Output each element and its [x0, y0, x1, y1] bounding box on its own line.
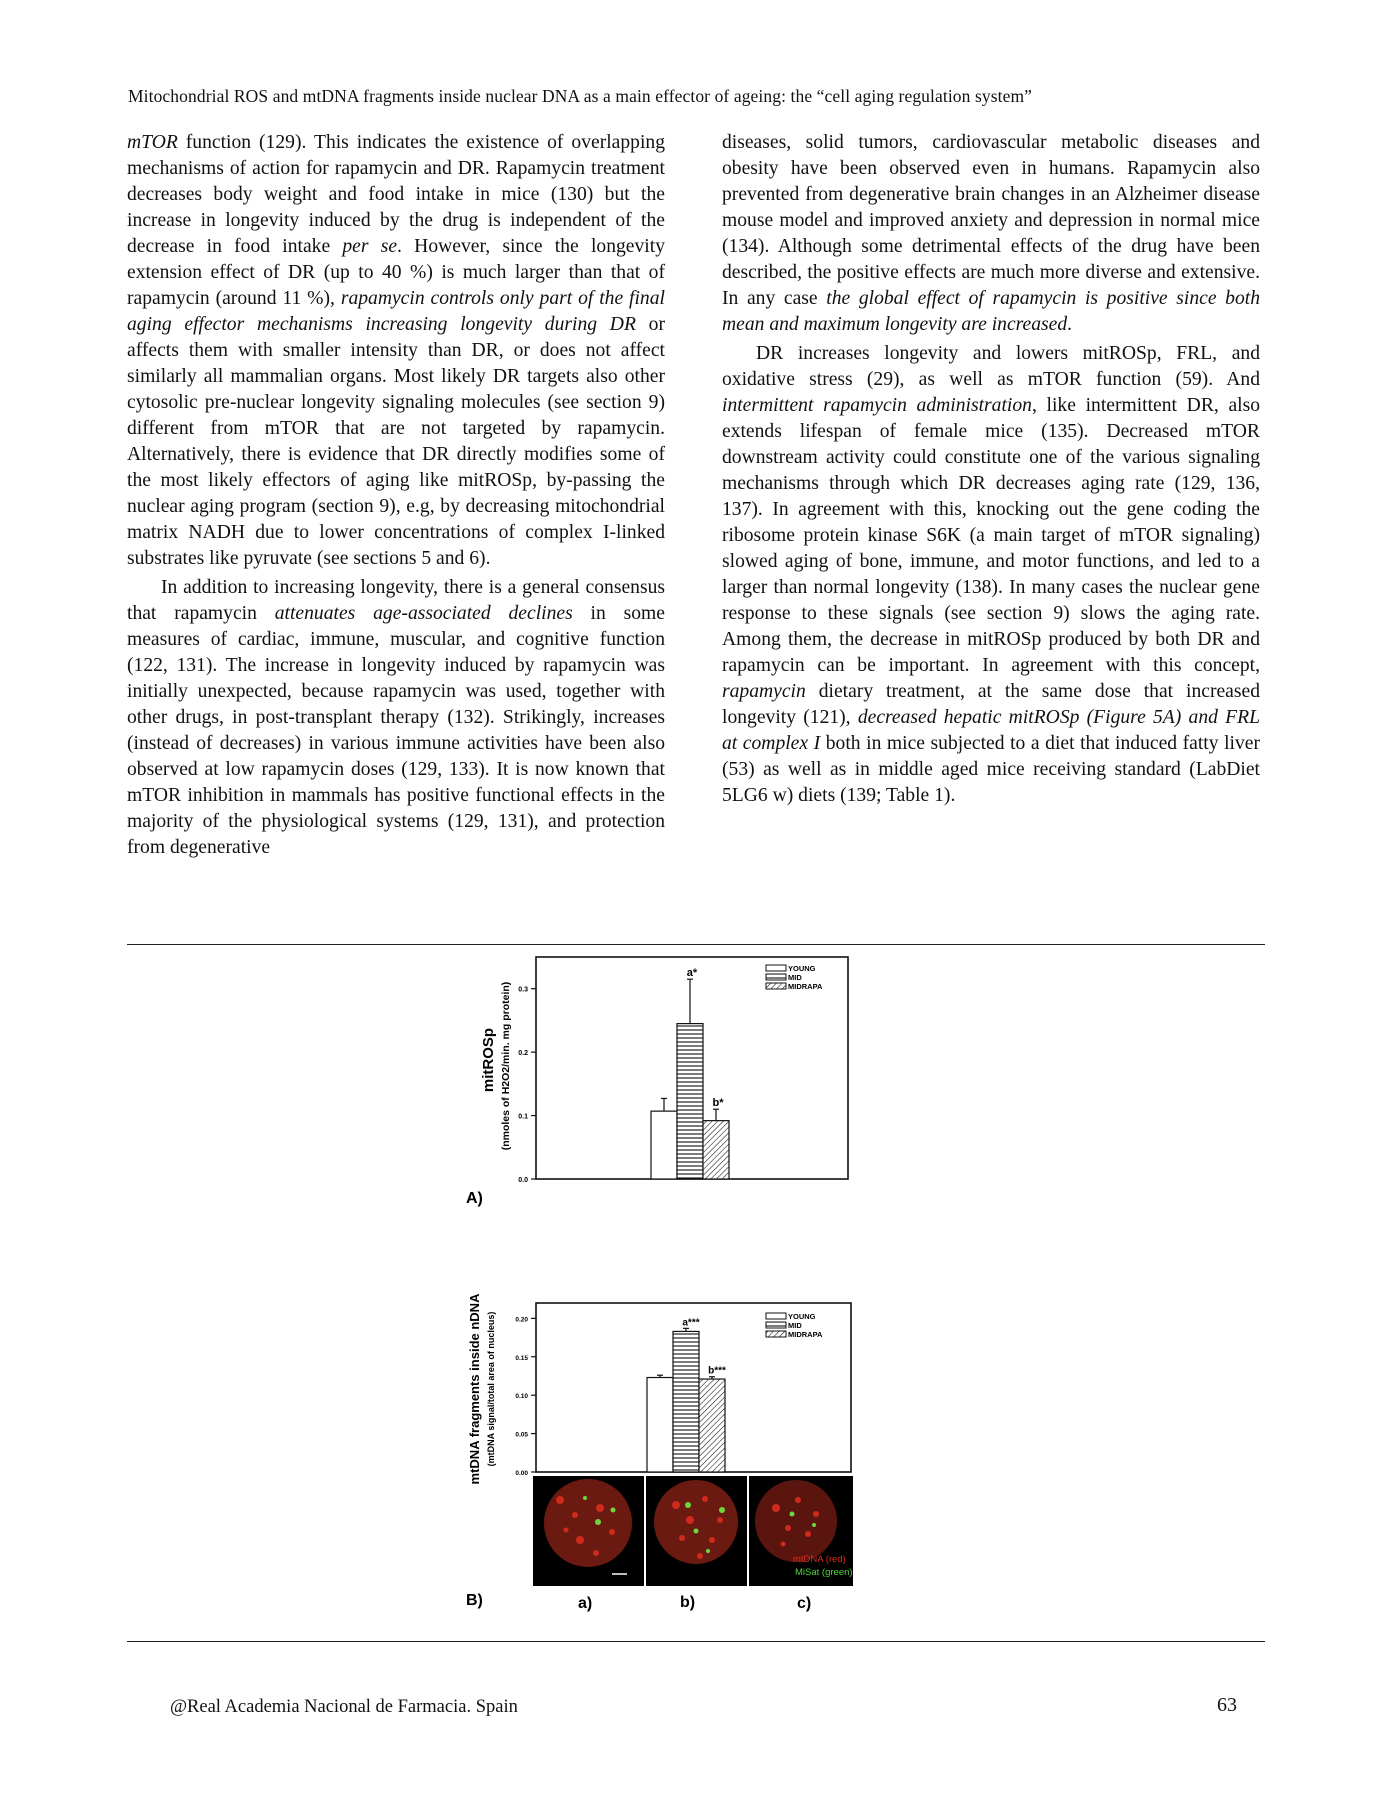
mtdna-spot [596, 1504, 604, 1512]
misat-spot [595, 1519, 601, 1525]
panel-b-label: B) [466, 1592, 483, 1609]
y-tick-label: 0.15 [515, 1354, 528, 1362]
panel-a-ylabel: mitROSp [480, 1027, 497, 1093]
legend-label: YOUNG [788, 964, 816, 973]
panel-a-ylabel-sub: (nmoles of H2O2/min. mg protein) [500, 981, 512, 1151]
legend-swatch [766, 1322, 786, 1328]
mtdna-spot [813, 1511, 819, 1517]
y-tick-label: 0.0 [518, 1177, 528, 1184]
body-text: dietary treatment, at the same dose that increased longevity (121), [722, 681, 1260, 728]
legend-label: MIDRAPA [788, 1330, 823, 1339]
y-tick-label: 0.20 [515, 1316, 528, 1324]
mtdna-spot [609, 1529, 615, 1535]
mtdna-spot [805, 1531, 811, 1537]
bar-young [647, 1378, 673, 1472]
italic-text: the global effect of rapamycin is positive since both mean and maximum longevity are increased [722, 288, 1260, 335]
mtdna-spot [795, 1497, 801, 1503]
micrographs [533, 1476, 853, 1612]
y-tick-label: 0.05 [515, 1431, 528, 1439]
y-tick-label: 0.10 [515, 1393, 528, 1401]
micrograph-caption-red: mtDNA (red) [793, 1554, 846, 1565]
mtdna-spot [781, 1542, 786, 1547]
misat-spot [583, 1496, 587, 1500]
body-text: or affects them with smaller intensity than DR, or does not affect similarly all mammalian organs. Most likely DR targets also other cytosolic pre-nuclear longevity signaling molecules (see section 9) different from mTOR that are not targeted by rapamycin. Alternatively, there is evidence that DR directly modifies some of the most likely effectors of aging like mitROSp, by-passing the nuclear aging program (section 9), e.g, by decreasing mitochondrial matrix NADH due to lower concentrations of complex I-linked substrates like pyruvate (see sections 5 and 6). [127, 314, 665, 569]
mtdna-spot [785, 1525, 791, 1531]
y-tick-label: 0.3 [518, 986, 528, 994]
misat-spot [812, 1523, 816, 1527]
body-text: , like intermittent DR, also extends lifespan of female mice (135). Decreased mTOR downstream activity could constitute one of the various signaling mechanisms through which DR decreases aging rate (129, 136, 137). In agreement with this, knocking out the gene coding the ribosome protein kinase S6K (a main target of mTOR signaling) slowed aging of bone, immune, and motor functions, and led to a larger than normal longevity (138). In many cases the nuclear gene response to these signals (see section 9) slows the aging rate. Among them, the decrease in mitROSp produced by both DR and rapamycin can be important. In agreement with this concept, [722, 395, 1261, 676]
y-tick-label: 0.00 [515, 1470, 528, 1477]
nucleus-c [755, 1480, 837, 1562]
micrograph-label-b: b) [680, 1594, 696, 1611]
micrograph-label-a: a) [578, 1595, 593, 1612]
legend-label: MID [788, 1321, 802, 1330]
body-text: . However, since the longevity extension effect of DR (up to 40 %) is much larger than that of rapamycin (around 11 %), [127, 236, 665, 309]
y-tick-label: 0.2 [518, 1050, 528, 1058]
legend-swatch [766, 965, 786, 971]
body-text: function (129). This indicates the existence of overlapping mechanisms of action for rapamycin and DR. Rapamycin treatment decreases body weight and food intake in mice (130) but the increase in longevity induced by the drug is independent of the decrease in food intake [127, 132, 665, 257]
misat-spot [685, 1502, 691, 1508]
nucleus-b [654, 1480, 738, 1564]
misat-spot [719, 1507, 725, 1513]
italic-text: rapamycin controls only part of the final aging effector mechanisms increasing longevity during DR [127, 288, 665, 335]
legend-swatch [766, 1313, 786, 1319]
mtdna-spot [717, 1517, 723, 1523]
body-text: . [1067, 314, 1073, 335]
y-tick-label: 0.1 [518, 1113, 528, 1121]
body-text: diseases, solid tumors, cardiovascular metabolic diseases and obesity have been observed even in humans. Rapamycin also prevented from degenerative brain changes in an Alzheimer disease mouse model and improved anxiety and depression in normal mice (134). Although some detrimental effects of the drug have been described, the positive effects are much more diverse and extensive. In any case [722, 132, 1260, 309]
body-text: In addition to increasing longevity, there is a general consensus that rapamycin [127, 577, 665, 624]
legend-swatch [766, 1331, 786, 1337]
mtdna-spot [709, 1537, 715, 1543]
bar-mid [677, 1024, 703, 1179]
bar-mid [673, 1331, 699, 1472]
italic-text: rapamycin [722, 681, 806, 702]
italic-text: attenuates age-associated declines [274, 603, 573, 624]
mtdna-spot [679, 1535, 685, 1541]
mtdna-spot [556, 1496, 564, 1504]
misat-spot [706, 1549, 710, 1553]
body-text: in some measures of cardiac, immune, muscular, and cognitive function (122, 131). The increase in longevity induced by rapamycin was initially unexpected, because rapamycin was used, together with other drugs, in post-transplant therapy (132). Strikingly, increases (instead of decreases) in various immune activities have been also observed at low rapamycin doses (129, 133). It is now known that mTOR inhibition in mammals has positive functional effects in the majority of the physiological systems (129, 131), and protection from degenerative [127, 603, 665, 858]
misat-spot [611, 1508, 616, 1513]
mtdna-spot [686, 1516, 694, 1524]
significance-annotation: a* [686, 967, 698, 980]
mtdna-spot [564, 1528, 569, 1533]
legend-label: MIDRAPA [788, 982, 823, 991]
bar-midrapa [703, 1121, 729, 1179]
significance-annotation: a*** [682, 1317, 700, 1329]
legend-swatch [766, 974, 786, 980]
figure-bottom-rule [127, 1641, 1265, 1642]
misat-spot [790, 1512, 795, 1517]
body-text: both in mice subjected to a diet that induced fatty liver (53) as well as in middle aged mice receiving standard (LabDiet 5LG6 w) diets (139; Table 1). [722, 733, 1260, 806]
panel-b-ylabel: mtDNA fragments inside nDNA [467, 1293, 482, 1485]
italic-text: decreased hepatic mitROSp (Figure 5A) and FRL at complex I [722, 707, 1260, 754]
legend-label: YOUNG [788, 1312, 816, 1321]
mtdna-spot [572, 1512, 578, 1518]
footer-publisher: @Real Academia Nacional de Farmacia. Spain [170, 1697, 518, 1717]
misat-spot [694, 1529, 699, 1534]
panel-a-chart [466, 957, 848, 1207]
mtdna-spot [672, 1501, 680, 1509]
mtdna-spot [593, 1550, 599, 1556]
bar-midrapa [699, 1379, 725, 1472]
legend-swatch [766, 983, 786, 989]
micrograph-label-c: c) [797, 1595, 812, 1612]
italic-text: intermittent rapamycin administration [722, 395, 1032, 416]
significance-annotation: b*** [708, 1365, 726, 1377]
nucleus-a [544, 1479, 632, 1567]
panel-a-label: A) [466, 1190, 483, 1207]
running-title: Mitochondrial ROS and mtDNA fragments inside nuclear DNA as a main effector of ageing: the “cell aging regulation system” [128, 86, 1033, 106]
panel-b-ylabel-sub: (mtDNA signal/total area of nucleus) [486, 1311, 496, 1467]
mtdna-spot [772, 1504, 780, 1512]
significance-annotation: b* [712, 1097, 724, 1110]
mtdna-spot [702, 1496, 708, 1502]
body-text: DR increases longevity and lowers mitROSp, FRL, and oxidative stress (29), as well as mTOR function (59). And [722, 343, 1260, 390]
legend-label: MID [788, 973, 802, 982]
mtdna-spot [697, 1553, 703, 1559]
page-number: 63 [1217, 1694, 1237, 1716]
mtdna-spot [576, 1536, 584, 1544]
bar-young [651, 1111, 677, 1179]
italic-text: mTOR [127, 132, 178, 153]
italic-text: per se [342, 236, 398, 257]
micrograph-caption-green: MiSat (green) [795, 1567, 853, 1578]
